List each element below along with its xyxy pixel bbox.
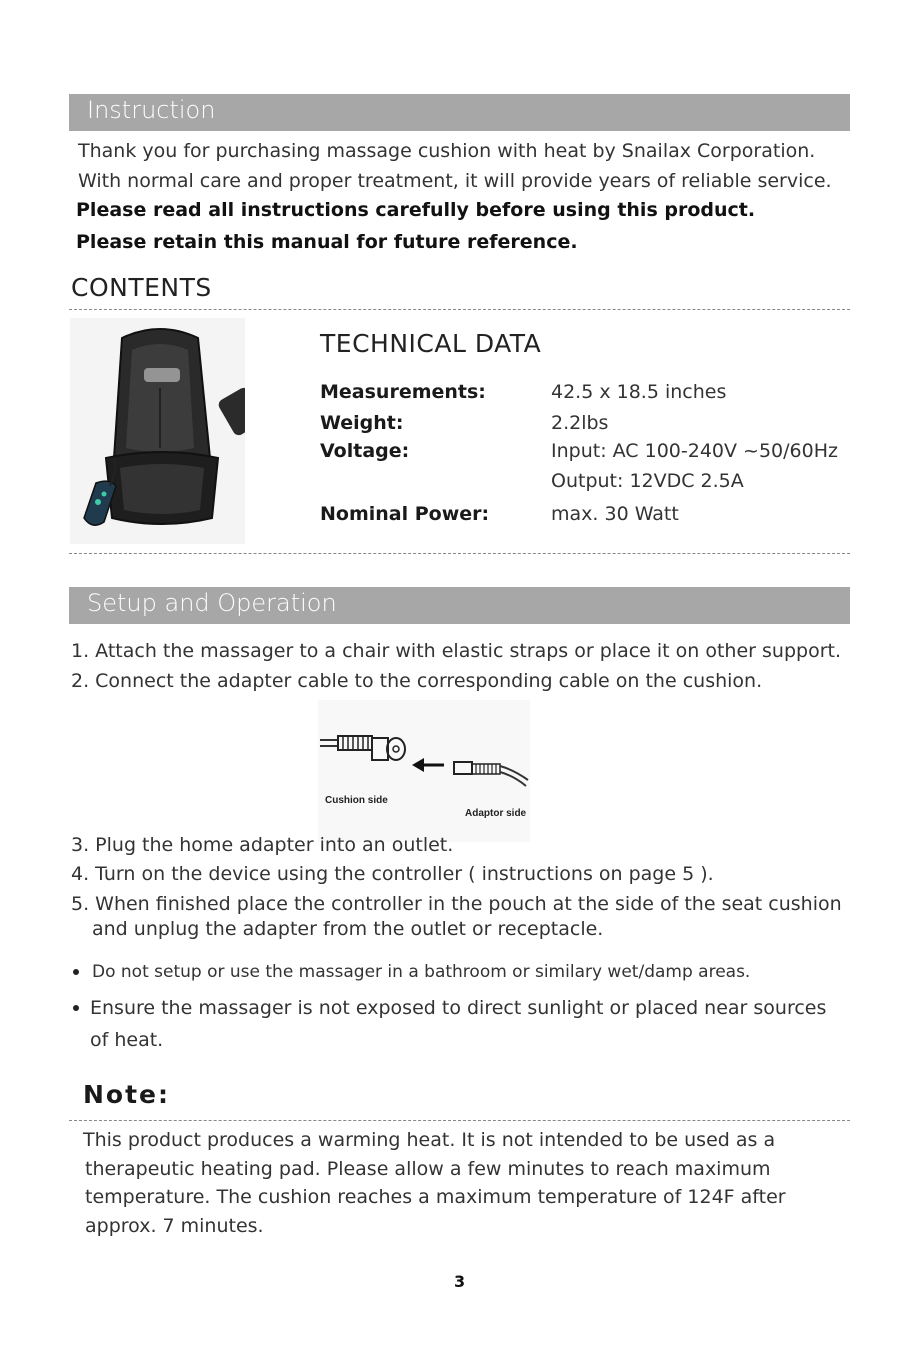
setup-step-5-continued: and unplug the adapter from the outlet or receptacle. [92, 918, 604, 940]
measurements-label: Measurements: [320, 381, 486, 403]
cushion-side-label: Cushion side [325, 795, 388, 806]
voltage-input-value: Input: AC 100-240V ~50/60Hz [551, 440, 838, 462]
read-instructions-notice: Please read all instructions carefully before using this product. [76, 199, 756, 221]
sunlight-warning: Ensure the massager is not exposed to direct sunlight or placed near sources [90, 997, 827, 1019]
page-number: 3 [454, 1272, 466, 1291]
instruction-banner [69, 94, 850, 131]
setup-heading: Setup and Operation [87, 589, 337, 617]
note-divider [69, 1120, 850, 1121]
measurements-value: 42.5 x 18.5 inches [551, 381, 727, 403]
note-heading: Note: [83, 1080, 171, 1109]
retain-manual-notice: Please retain this manual for future reference. [76, 231, 578, 253]
nominal-power-label: Nominal Power: [320, 503, 490, 525]
bathroom-warning: Do not setup or use the massager in a bathroom or similary wet/damp areas. [92, 962, 751, 982]
setup-step-1: 1. Attach the massager to a chair with elastic straps or place it on other support. [71, 640, 842, 662]
contents-divider-top [69, 309, 850, 310]
adaptor-side-label: Adaptor side [465, 808, 527, 819]
note-line-3: temperature. The cushion reaches a maximum temperature of 124F after [85, 1186, 786, 1208]
setup-step-4: 4. Turn on the device using the controller ( instructions on page 5 ). [71, 863, 714, 885]
voltage-label: Voltage: [320, 440, 410, 462]
bullet-dot [73, 969, 79, 975]
note-line-4: approx. 7 minutes. [85, 1215, 264, 1237]
setup-step-2: 2. Connect the adapter cable to the corresponding cable on the cushion. [71, 670, 763, 692]
intro-line-1: Thank you for purchasing massage cushion with heat by Snailax Corporation. [78, 140, 816, 162]
product-image [70, 318, 245, 544]
voltage-output-value: Output: 12VDC 2.5A [551, 470, 744, 492]
bullet-dot [73, 1005, 79, 1011]
intro-line-2: With normal care and proper treatment, it will provide years of reliable service. [78, 170, 832, 192]
connector-illustration [318, 700, 530, 800]
weight-value: 2.2lbs [551, 412, 609, 434]
weight-label: Weight: [320, 412, 404, 434]
note-line-1: This product produces a warming heat. It is not intended to be used as a [83, 1129, 776, 1151]
setup-step-5: 5. When finished place the controller in the pouch at the side of the seat cushion [71, 893, 842, 915]
contents-heading: CONTENTS [71, 273, 212, 302]
connector-diagram [318, 700, 530, 842]
nominal-power-value: max. 30 Watt [551, 503, 679, 525]
contents-divider-bottom [69, 553, 850, 554]
note-line-2: therapeutic heating pad. Please allow a few minutes to reach maximum [85, 1158, 771, 1180]
instruction-heading: Instruction [87, 96, 216, 124]
sunlight-warning-continued: of heat. [90, 1029, 164, 1051]
technical-data-heading: TECHNICAL DATA [320, 329, 542, 358]
setup-step-3: 3. Plug the home adapter into an outlet. [71, 834, 454, 856]
setup-banner [69, 587, 850, 624]
